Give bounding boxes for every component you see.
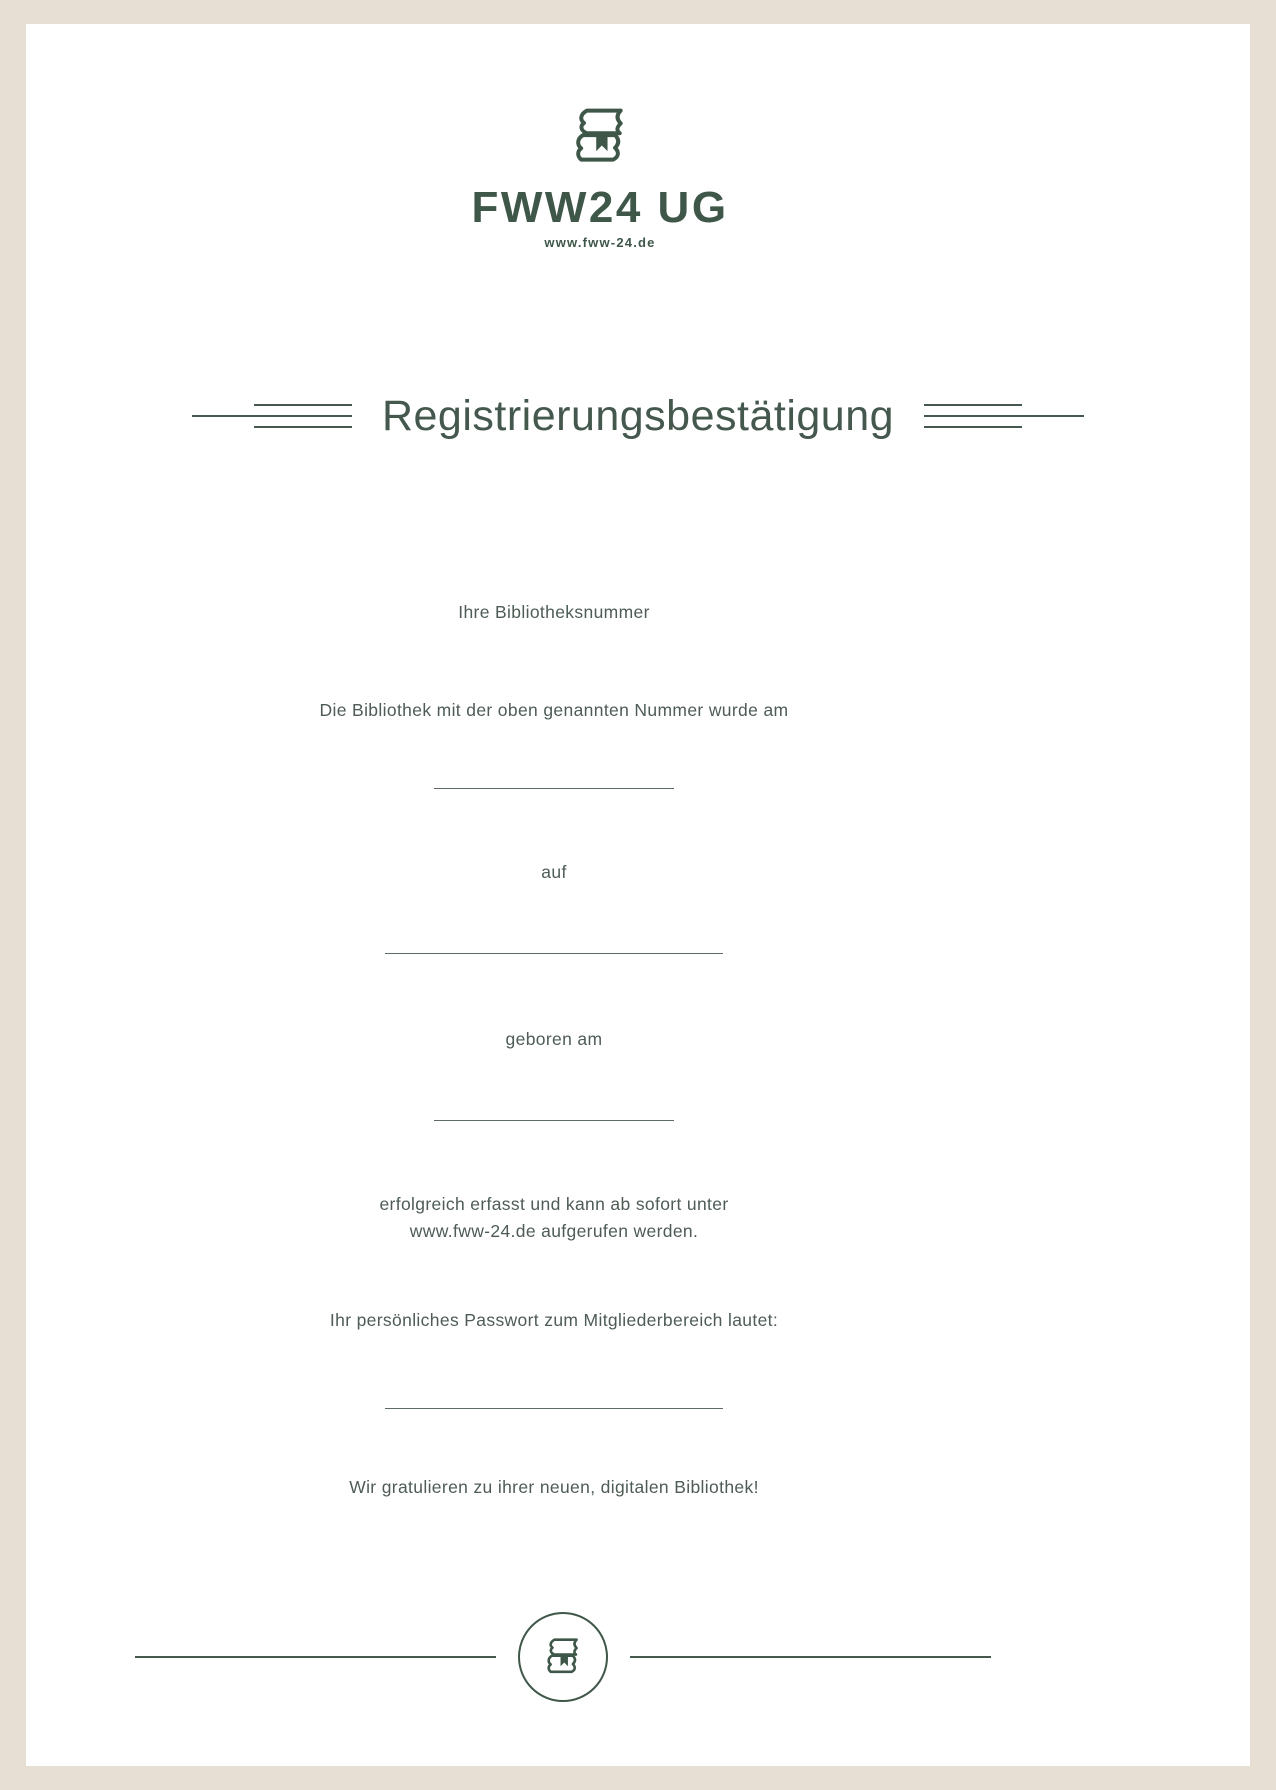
success-message xyxy=(0,1191,1166,1245)
footer xyxy=(0,1612,1175,1702)
footer-left-rule xyxy=(135,1656,496,1658)
registration-date-line xyxy=(434,788,674,789)
success-message-line2: www.fww-24.de aufgerufen werden. xyxy=(409,1221,699,1241)
born-on-label: geboren am xyxy=(505,1029,603,1049)
member-name-line xyxy=(385,953,723,954)
registration-sentence: Die Bibliothek mit der oben genannten Nummer wurde am xyxy=(319,700,789,720)
birthdate-line xyxy=(434,1120,674,1121)
password-line xyxy=(385,1408,723,1409)
library-number-label: Ihre Bibliotheksnummer xyxy=(458,602,650,622)
page-title: Registrierungsbestätigung xyxy=(381,391,895,440)
letter-body xyxy=(0,24,1166,1766)
footer-seal xyxy=(518,1612,608,1702)
books-stack-icon xyxy=(542,1635,584,1679)
brand-name: FWW24 UG xyxy=(471,183,729,232)
document-page xyxy=(26,24,1250,1766)
brand-website: www.fww-24.de xyxy=(544,235,656,250)
footer-right-rule xyxy=(630,1656,991,1658)
success-message-line1: erfolgreich erfasst und kann ab sofort unter xyxy=(379,1194,729,1214)
preposition-auf: auf xyxy=(541,862,567,882)
password-label: Ihr persönliches Passwort zum Mitgliederbereich lautet: xyxy=(329,1310,779,1330)
congrats-message: Wir gratulieren zu ihrer neuen, digitalen Bibliothek! xyxy=(349,1477,759,1497)
